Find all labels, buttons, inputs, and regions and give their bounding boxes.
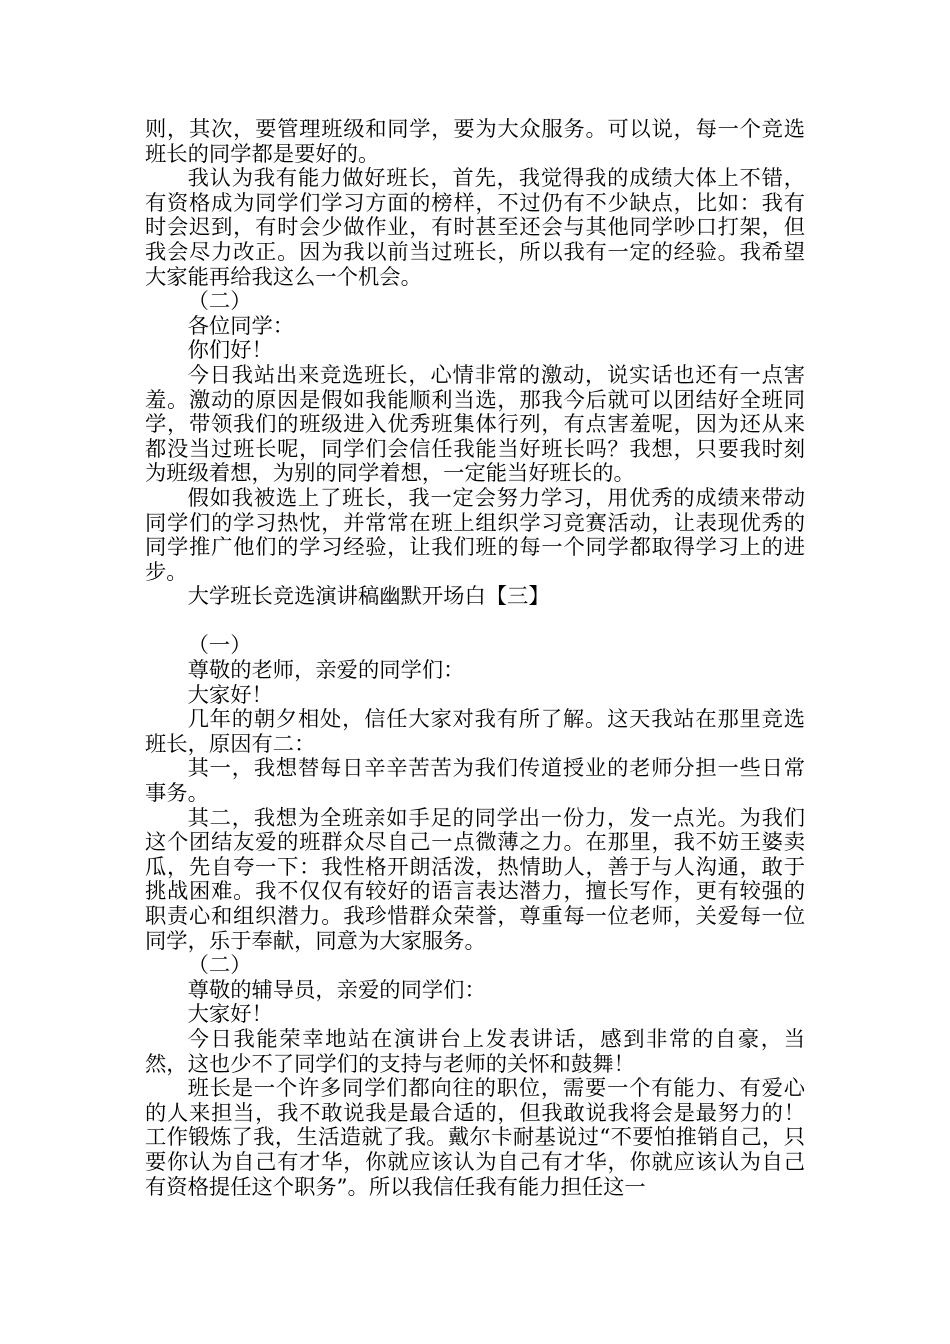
salutation: 各位同学：	[187, 313, 295, 339]
section-number: （二）	[187, 289, 252, 315]
section-number: （一）	[187, 633, 252, 659]
section-heading: 大学班长竞选演讲稿幽默开场白【三】	[187, 584, 550, 610]
paragraph: 则，其次，要管理班级和同学，要为大众服务。可以说，每一个竞选班长的同学都是要好的。	[145, 117, 805, 167]
paragraph: 班长是一个许多同学们都向往的职位，需要一个有能力、有爱心的人来担当，我不敢说我是最合适的，但我敢说我将会是最努力的！工作锻炼了我，生活造就了我。戴尔卡耐基说过“不要怕推销自己，只要你认为自己有才华，你就应该认为自己有才华，你就应该认为自己有资格提任这个职务”。所以我信任我有能力担任这一	[145, 1076, 805, 1200]
paragraph: 今日我能荣幸地站在演讲台上发表讲话，感到非常的自豪，当然，这也少不了同学们的支持与老师的关怀和鼓舞！	[145, 1026, 805, 1077]
salutation: 尊敬的老师，亲爱的同学们：	[187, 658, 465, 684]
paragraph: 假如我被选上了班长，我一定会努力学习，用优秀的成绩来带动同学们的学习热忱，并常常在班上组织学习竞赛活动，让表现优秀的同学推广他们的学习经验，让我们班的每一个同学都取得学习上的进步。	[145, 485, 805, 585]
document-body	[145, 118, 805, 1200]
greeting: 你们好！	[187, 338, 273, 364]
paragraph: 几年的朝夕相处，信任大家对我有所了解。这天我站在那里竞选班长，原因有二：	[145, 707, 805, 757]
paragraph: 今日我站出来竞选班长，心情非常的激动，说实话也还有一点害羞。激动的原因是假如我能顺利当选，那我今后就可以团结好全班同学，带领我们的班级进入优秀班集体行列，有点害羞呢，因为还从来都没当过班长呢，同学们会信任我能当好班长吗？我想，只要我时刻为班级着想，为别的同学着想，一定能当好班长的。	[145, 362, 805, 487]
blank-line	[145, 610, 805, 635]
paragraph: 其二，我想为全班亲如手足的同学出一份力，发一点光。为我们这个团结友爱的班群众尽自己一点微薄之力。在那里，我不妨王婆卖瓜，先自夸一下：我性格开朗活泼，热情助人，善于与人沟通，敢于挑战困难。我不仅仅有较好的语言表达潜力，擅长写作，更有较强的职责心和组织潜力。我珍惜群众荣誉，尊重每一位老师，关爱每一位同学，乐于奉献，同意为大家服务。	[145, 805, 805, 954]
salutation: 尊敬的辅导员，亲爱的同学们：	[187, 977, 486, 1003]
paragraph: 其一，我想替每日辛辛苦苦为我们传道授业的老师分担一些日常事务。	[145, 756, 805, 807]
paragraph: 我认为我有能力做好班长，首先，我觉得我的成绩大体上不错，有资格成为同学们学习方面的榜样，不过仍有不少缺点，比如：我有时会迟到，有时会少做作业，有时甚至还会与其他同学吵口打架，但我会尽力改正。因为我以前当过班长，所以我有一定的经验。我希望大家能再给我这么一个机会。	[145, 166, 805, 290]
greeting: 大家好！	[187, 1002, 273, 1028]
greeting: 大家好！	[187, 682, 273, 708]
section-number: （二）	[187, 953, 252, 979]
